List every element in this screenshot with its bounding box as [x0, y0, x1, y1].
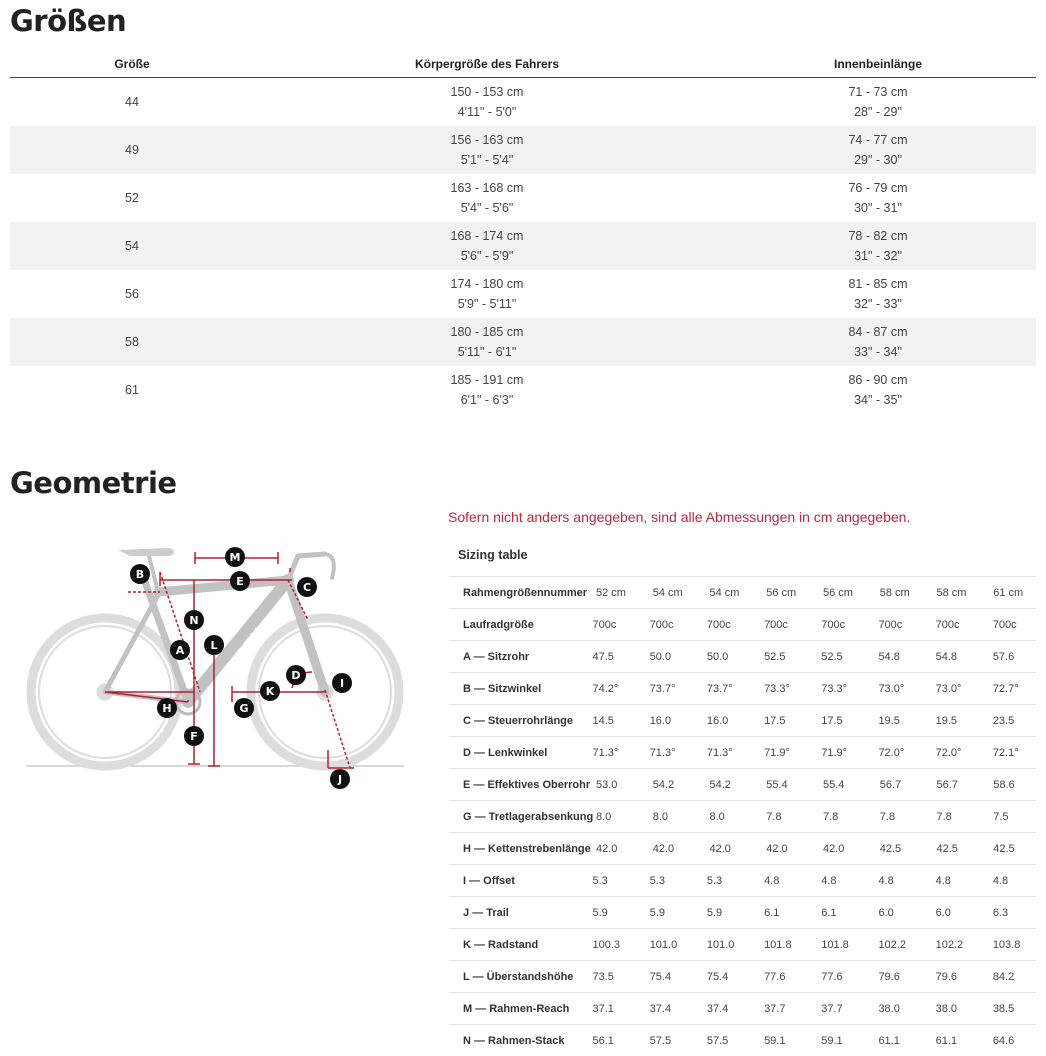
svg-text:N: N: [189, 614, 199, 627]
inseam-in: 28" - 29": [854, 105, 902, 119]
geometry-cell: 64.6: [992, 1034, 1015, 1047]
inseam-cell: [720, 274, 1036, 314]
geometry-row-label: G — Tretlagerabsenkung: [463, 810, 594, 823]
geometry-cell: 42.5: [993, 842, 1015, 855]
geometry-row-label: B — Sitzwinkel: [463, 682, 542, 695]
rider-height-cell: [254, 82, 720, 122]
geometry-cell: 6.0: [935, 906, 951, 919]
inseam-cm: 81 - 85 cm: [848, 277, 908, 291]
inseam-cell: [720, 82, 1036, 122]
geometry-row-label: K — Radstand: [463, 938, 539, 951]
geometry-cell: 37.1: [592, 1002, 614, 1015]
geometry-row: [449, 704, 1036, 736]
geometry-cell: 77.6: [821, 970, 843, 983]
size-row: [10, 366, 1036, 414]
geometry-cell: 7.8: [936, 810, 952, 823]
geometry-cell: 84.2: [992, 970, 1015, 983]
header-rider-height: Körpergröße des Fahrers: [414, 56, 560, 71]
sizes-table-body: [10, 78, 1036, 414]
geometry-cell: 73.7°: [706, 682, 733, 695]
geometry-row: [449, 736, 1036, 768]
geometry-cell: 72.7°: [992, 682, 1019, 695]
geometry-cell: 50.0: [649, 650, 672, 663]
size-cell: 58: [125, 335, 139, 349]
geometry-cell: 50.0: [706, 650, 729, 663]
geometry-cell: 71.3°: [649, 746, 676, 759]
geometry-cell: 73.0°: [935, 682, 962, 695]
geometry-cell: 52 cm: [596, 586, 626, 599]
inseam-in: 33" - 34": [854, 345, 902, 359]
marker-c: [297, 577, 317, 597]
geometry-cell: 38.0: [878, 1002, 900, 1015]
rider-height-cell: [254, 178, 720, 218]
header-size: Größe: [114, 56, 150, 71]
svg-text:B: B: [135, 568, 145, 581]
rider-height-cm: 156 - 163 cm: [450, 133, 524, 147]
rider-height-cm: 150 - 153 cm: [450, 85, 524, 99]
geometry-cell: 103.8: [992, 938, 1021, 951]
geometry-cell: 37.7: [821, 1002, 843, 1015]
units-note: Sofern nicht anders angegeben, sind alle Abmessungen in cm angegeben.: [448, 509, 911, 525]
marker-n: [184, 610, 204, 630]
rider-height-ft: 5'4" - 5'6": [460, 201, 514, 215]
marker-k: [260, 681, 280, 701]
geometry-cell: 71.9°: [821, 746, 848, 759]
geometry-cell: 71.3°: [706, 746, 733, 759]
geometry-cell: 54.8: [878, 650, 900, 663]
geometry-cell: 58 cm: [936, 586, 967, 599]
svg-text:J: J: [337, 773, 343, 786]
inseam-cm: 84 - 87 cm: [848, 325, 908, 339]
geometry-row-label: C — Steuerrohrlänge: [463, 714, 574, 727]
geometry-heading: Geometrie: [10, 466, 177, 500]
header-inseam: Innenbeinlänge: [833, 56, 922, 71]
geometry-cell: 73.0°: [878, 682, 905, 695]
geometry-cell: 5.9: [706, 906, 723, 919]
geometry-row: [449, 608, 1036, 640]
geometry-cell: 47.5: [592, 650, 614, 663]
geometry-row-label: D — Lenkwinkel: [463, 746, 548, 759]
geometry-cell: 19.5: [935, 714, 958, 727]
geometry-cell: 700c: [878, 618, 903, 631]
rider-height-cm: 185 - 191 cm: [450, 373, 524, 387]
svg-text:E: E: [236, 575, 244, 588]
geometry-cell: 38.5: [992, 1002, 1015, 1015]
inseam-in: 34" - 35": [854, 393, 902, 407]
geometry-cell: 7.5: [993, 810, 1009, 823]
geometry-cell: 56.7: [936, 778, 958, 791]
geometry-cell: 54 cm: [709, 586, 740, 599]
geometry-cell: 6.1: [821, 906, 837, 919]
svg-text:C: C: [302, 581, 312, 594]
geometry-row-label: H — Kettenstrebenlänge: [463, 842, 591, 855]
geometry-cell: 16.0: [706, 714, 729, 727]
bike-geometry-diagram: [20, 540, 410, 795]
geometry-row: [449, 576, 1036, 608]
geometry-row-label: N — Rahmen-Stack: [463, 1034, 565, 1047]
geometry-cell: 54 cm: [652, 586, 683, 599]
svg-text:F: F: [190, 730, 198, 743]
geometry-cell: 57.5: [706, 1034, 729, 1047]
inseam-cm: 71 - 73 cm: [848, 85, 908, 99]
geometry-cell: 4.8: [878, 874, 894, 887]
geometry-cell: 5.3: [649, 874, 665, 887]
geometry-cell: 17.5: [764, 714, 786, 727]
geometry-cell: 42.5: [879, 842, 902, 855]
geometry-cell: 52.5: [764, 650, 786, 663]
marker-d: [286, 665, 306, 685]
size-cell: 54: [125, 239, 139, 253]
svg-text:G: G: [239, 702, 249, 715]
size-row: [10, 126, 1036, 174]
geometry-cell: 4.8: [764, 874, 780, 887]
geometry-row-label: E — Effektives Oberrohr: [463, 778, 591, 791]
geometry-cell: 73.3°: [821, 682, 848, 695]
geometry-cell: 58.6: [993, 778, 1015, 791]
geometry-cell: 73.5: [592, 970, 614, 983]
marker-j: [330, 769, 350, 789]
inseam-cm: 86 - 90 cm: [848, 373, 908, 387]
geometry-cell: 6.1: [764, 906, 780, 919]
geometry-cell: 71.3°: [592, 746, 619, 759]
rider-height-ft: 4'11" - 5'0": [457, 105, 517, 119]
geometry-row: [449, 992, 1036, 1024]
geometry-row-label: I — Offset: [463, 874, 515, 887]
inseam-cell: [720, 322, 1036, 362]
geometry-cell: 56.7: [879, 778, 902, 791]
geometry-table: [449, 576, 1036, 1056]
geometry-row: [449, 672, 1036, 704]
geometry-cell: 55.4: [823, 778, 845, 791]
geometry-cell: 42.0: [766, 842, 788, 855]
geometry-cell: 4.8: [992, 874, 1009, 887]
geometry-cell: 61.1: [878, 1034, 900, 1047]
inseam-in: 29" - 30": [854, 153, 902, 167]
geometry-cell: 7.8: [766, 810, 782, 823]
geometry-cell: 5.9: [649, 906, 665, 919]
geometry-cell: 100.3: [592, 938, 621, 951]
rider-height-ft: 6'1" - 6'3": [460, 393, 514, 407]
sizes-table: [10, 50, 1036, 414]
geometry-cell: 101.8: [821, 938, 849, 951]
geometry-cell: 7.8: [879, 810, 896, 823]
geometry-cell: 23.5: [992, 714, 1015, 727]
geometry-cell: 56.1: [592, 1034, 614, 1047]
geometry-cell: 38.0: [935, 1002, 958, 1015]
geometry-cell: 16.0: [649, 714, 672, 727]
size-cell: 52: [125, 191, 139, 205]
geometry-cell: 77.6: [764, 970, 786, 983]
geometry-row-label: M — Rahmen-Reach: [463, 1002, 570, 1015]
inseam-in: 31" - 32": [854, 249, 902, 263]
geometry-row: [449, 1024, 1036, 1056]
geometry-row-label: J — Trail: [463, 906, 509, 919]
marker-h: [157, 698, 177, 718]
marker-g: [234, 698, 254, 718]
inseam-cm: 74 - 77 cm: [848, 133, 908, 147]
size-cell: 44: [125, 95, 139, 109]
geometry-cell: 73.7°: [649, 682, 676, 695]
geometry-cell: 6.3: [992, 906, 1009, 919]
sizes-heading: Größen: [10, 4, 127, 38]
geometry-cell: 42.0: [652, 842, 675, 855]
saddle: [118, 548, 174, 556]
geometry-cell: 72.0°: [878, 746, 905, 759]
rider-height-ft: 5'11" - 6'1": [457, 345, 517, 359]
geometry-row-label: A — Sitzrohr: [463, 650, 530, 663]
geometry-cell: 6.0: [878, 906, 894, 919]
geometry-cell: 37.7: [764, 1002, 786, 1015]
geometry-cell: 57.5: [649, 1034, 672, 1047]
geometry-row: [449, 864, 1036, 896]
geometry-cell: 58 cm: [879, 586, 910, 599]
marker-e: [230, 571, 250, 591]
inseam-cell: [720, 226, 1036, 266]
rider-height-cm: 180 - 185 cm: [450, 325, 524, 339]
geometry-cell: 71.9°: [764, 746, 790, 759]
geometry-cell: 5.3: [592, 874, 608, 887]
inseam-cm: 76 - 79 cm: [848, 181, 908, 195]
rider-height-ft: 5'9" - 5'11": [457, 297, 517, 311]
size-cell: 49: [125, 143, 139, 157]
geometry-cell: 17.5: [821, 714, 843, 727]
geometry-cell: 37.4: [649, 1002, 672, 1015]
geometry-row-label: L — Überstandshöhe: [463, 970, 574, 983]
geometry-cell: 42.0: [823, 842, 845, 855]
geometry-cell: 73.3°: [764, 682, 790, 695]
geometry-cell: 79.6: [935, 970, 958, 983]
geometry-cell: 74.2°: [592, 682, 619, 695]
geometry-cell: 8.0: [652, 810, 669, 823]
geometry-cell: 42.0: [596, 842, 618, 855]
geometry-cell: 54.8: [935, 650, 958, 663]
inseam-cell: [720, 178, 1036, 218]
size-row: [10, 222, 1036, 270]
geometry-cell: 52.5: [821, 650, 843, 663]
geometry-cell: 700c: [992, 618, 1017, 631]
marker-f: [184, 726, 204, 746]
geometry-cell: 42.0: [709, 842, 731, 855]
geometry-row: [449, 800, 1036, 832]
geometry-cell: 8.0: [709, 810, 725, 823]
marker-a: [170, 640, 190, 660]
geometry-cell: 4.8: [935, 874, 951, 887]
geometry-cell: 72.1°: [992, 746, 1019, 759]
geometry-row-label: Rahmengrößennummer: [463, 586, 588, 599]
geometry-cell: 5.3: [706, 874, 723, 887]
rider-height-cm: 168 - 174 cm: [450, 229, 524, 243]
inseam-cm: 78 - 82 cm: [848, 229, 908, 243]
geometry-cell: 54.2: [709, 778, 731, 791]
geometry-row: [449, 768, 1036, 800]
geometry-cell: 5.9: [592, 906, 608, 919]
inseam-in: 32" - 33": [854, 297, 902, 311]
geometry-cell: 55.4: [766, 778, 788, 791]
size-row: [10, 318, 1036, 366]
geometry-cell: 53.0: [596, 778, 618, 791]
geometry-cell: 700c: [821, 618, 846, 631]
geometry-cell: 75.4: [649, 970, 672, 983]
size-row: [10, 78, 1036, 126]
geometry-cell: 61 cm: [993, 586, 1024, 599]
rider-height-ft: 5'1" - 5'4": [460, 153, 514, 167]
geometry-cell: 700c: [764, 618, 788, 631]
svg-text:H: H: [162, 702, 172, 715]
marker-m: [225, 547, 245, 567]
geometry-cell: 700c: [649, 618, 674, 631]
rider-height-ft: 5'6" - 5'9": [460, 249, 514, 263]
marker-l: [204, 635, 224, 655]
rider-height-cm: 163 - 168 cm: [450, 181, 524, 195]
geometry-cell: 57.6: [992, 650, 1015, 663]
geometry-row: [449, 832, 1036, 864]
svg-text:M: M: [229, 551, 241, 564]
rider-height-cell: [254, 226, 720, 266]
size-row: [10, 174, 1036, 222]
geometry-cell: 42.5: [936, 842, 958, 855]
sizes-table-header: [10, 50, 1036, 78]
rider-height-cell: [254, 322, 720, 362]
svg-text:L: L: [210, 639, 218, 652]
inseam-cell: [720, 370, 1036, 410]
svg-text:D: D: [291, 669, 301, 682]
svg-text:K: K: [265, 685, 275, 698]
geometry-cell: 14.5: [592, 714, 614, 727]
geometry-row: [449, 928, 1036, 960]
rider-height-cell: [254, 130, 720, 170]
geometry-cell: 19.5: [878, 714, 900, 727]
geometry-cell: 59.1: [764, 1034, 786, 1047]
geometry-cell: 700c: [592, 618, 617, 631]
marker-b: [130, 564, 150, 584]
inseam-in: 30" - 31": [854, 201, 902, 215]
rider-height-cm: 174 - 180 cm: [450, 277, 524, 291]
geometry-cell: 61.1: [935, 1034, 958, 1047]
geometry-row: [449, 896, 1036, 928]
geometry-row: [449, 640, 1036, 672]
geometry-cell: 8.0: [596, 810, 612, 823]
size-cell: 56: [125, 287, 139, 301]
marker-i: [332, 673, 352, 693]
geometry-cell: 700c: [935, 618, 960, 631]
geometry-cell: 4.8: [821, 874, 837, 887]
geometry-cell: 37.4: [706, 1002, 729, 1015]
rider-height-cell: [254, 370, 720, 410]
svg-text:I: I: [339, 677, 345, 690]
size-cell: 61: [125, 383, 139, 397]
geometry-cell: 72.0°: [935, 746, 962, 759]
geometry-cell: 56 cm: [823, 586, 853, 599]
geometry-cell: 7.8: [823, 810, 839, 823]
geometry-cell: 56 cm: [766, 586, 797, 599]
geometry-cell: 102.2: [935, 938, 964, 951]
inseam-cell: [720, 130, 1036, 170]
geometry-cell: 59.1: [821, 1034, 843, 1047]
frame-brand-mark: TREK: [226, 624, 269, 671]
geometry-cell: 79.6: [878, 970, 900, 983]
rider-height-cell: [254, 274, 720, 314]
geometry-cell: 101.0: [649, 938, 678, 951]
geometry-row-label: Laufradgröße: [463, 618, 534, 631]
geometry-cell: 101.0: [706, 938, 735, 951]
size-row: [10, 270, 1036, 318]
geometry-cell: 700c: [706, 618, 731, 631]
geometry-row: [449, 960, 1036, 992]
geometry-cell: 101.8: [764, 938, 792, 951]
svg-text:A: A: [175, 644, 185, 657]
sizing-table-title: Sizing table: [458, 548, 528, 562]
geometry-cell: 75.4: [706, 970, 729, 983]
geometry-cell: 102.2: [878, 938, 906, 951]
geometry-cell: 54.2: [652, 778, 675, 791]
